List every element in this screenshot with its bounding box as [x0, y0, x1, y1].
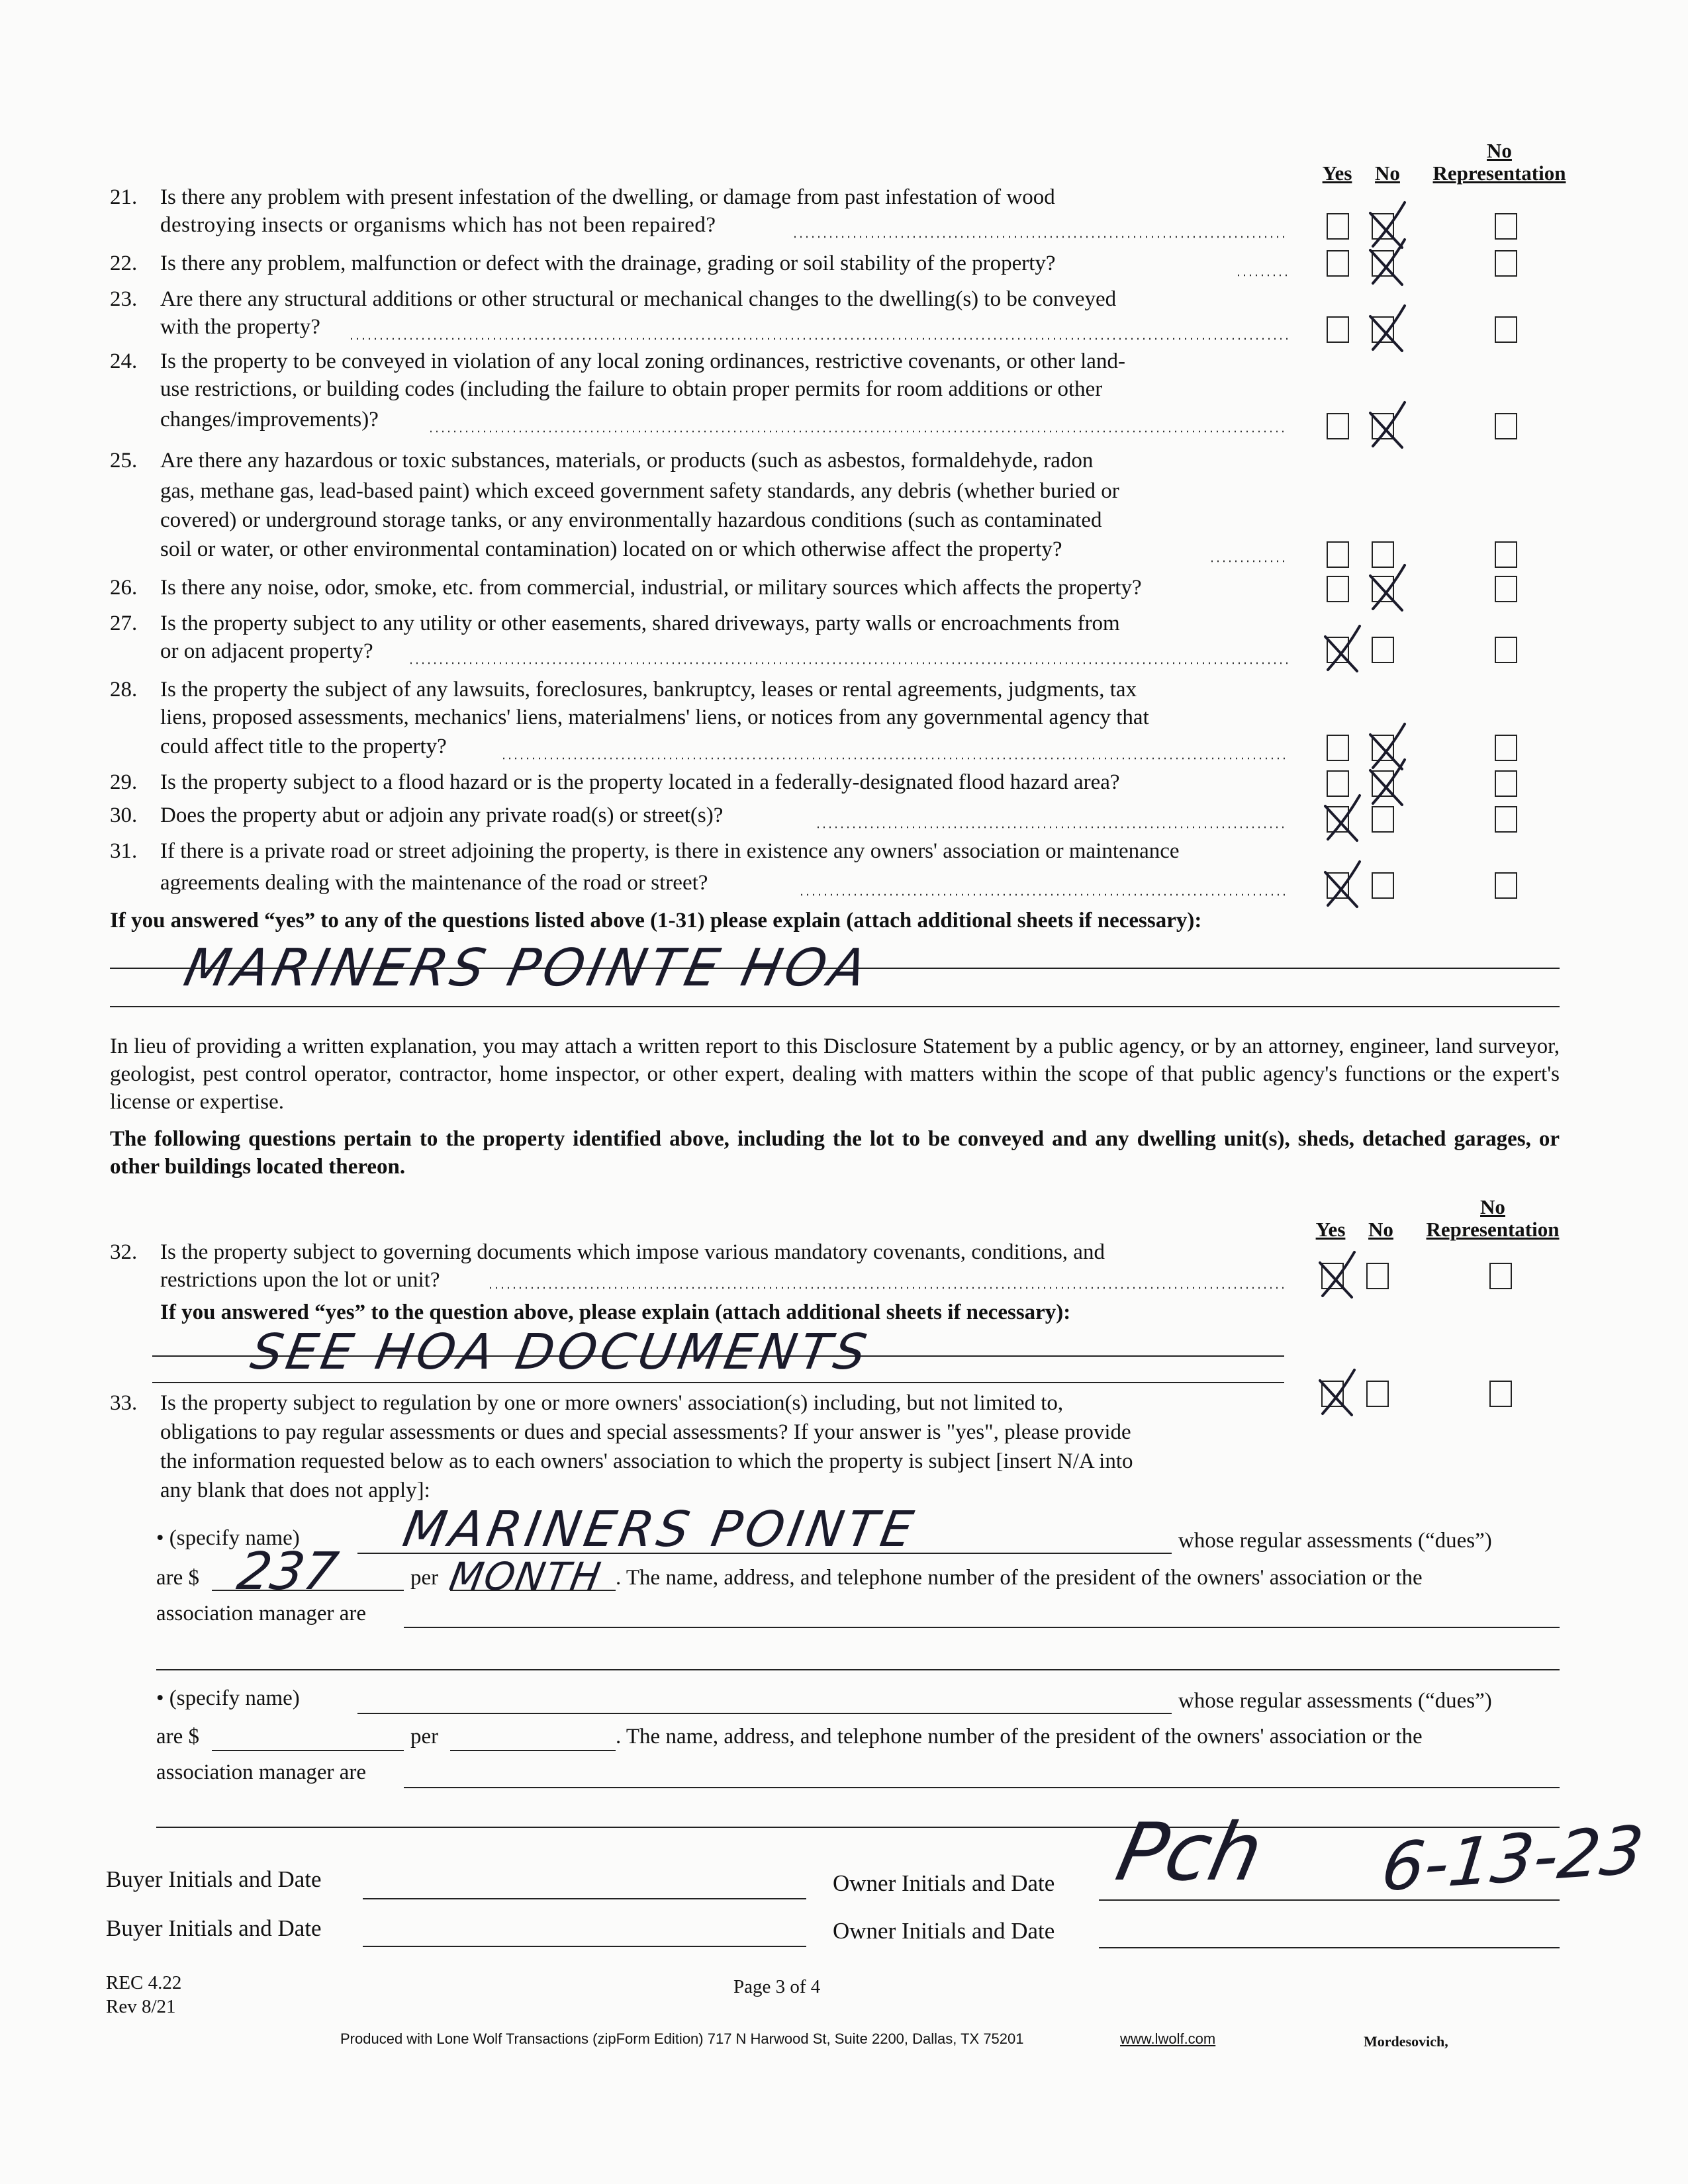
q28-no-checkbox[interactable] — [1372, 735, 1394, 761]
question-text-line2: liens, proposed assessments, mechanics' liens, materialmens' liens, or notices from any governmental agency that — [160, 705, 1149, 729]
q32-no-checkbox[interactable] — [1366, 1263, 1389, 1289]
question-text-line1: Is the property subject to any utility or other easements, shared driveways, party walls or encroachments from — [160, 612, 1120, 635]
question-text-line2: restrictions upon the lot or unit? — [160, 1268, 440, 1292]
question-text-line4: any blank that does not apply]: — [160, 1479, 430, 1502]
q28-yes-checkbox[interactable] — [1327, 735, 1349, 761]
q29-no-representation-checkbox[interactable] — [1495, 770, 1517, 797]
question-text-line2: or on adjacent property? — [160, 639, 373, 663]
q22-yes-checkbox[interactable] — [1327, 250, 1349, 277]
q27-no-representation-checkbox[interactable] — [1495, 637, 1517, 663]
assoc2-period-line — [450, 1750, 616, 1751]
assoc2-manager-line-2 — [156, 1827, 1560, 1828]
q21-no-representation-checkbox[interactable] — [1495, 213, 1517, 240]
q27-yes-checkbox[interactable] — [1327, 637, 1349, 663]
question-text-line2: destroying insects or organisms which has not been repaired? — [160, 213, 716, 237]
assoc2-whose-label: whose regular assessments (“dues”) — [1178, 1689, 1492, 1713]
q26-no-checkbox[interactable] — [1372, 576, 1394, 602]
page-number: Page 3 of 4 — [733, 1976, 821, 1997]
q23-no-checkbox[interactable] — [1372, 316, 1394, 343]
buyer-initials-label-1: Buyer Initials and Date — [106, 1866, 322, 1892]
q28-no-representation-checkbox[interactable] — [1495, 735, 1517, 761]
no-rep-header-line1: No — [1487, 139, 1512, 162]
assoc2-manager-line-1 — [404, 1787, 1560, 1788]
explain-1-31-handwritten: MARINERS POINTE HOA — [179, 938, 876, 998]
file-name: Mordesovich, — [1364, 2033, 1448, 2050]
question-text-line1: Is the property subject to a flood hazard or is the property located in a federally-designated flood hazard area? — [160, 770, 1120, 794]
assoc2-are-label: are $ — [156, 1725, 200, 1749]
question-number: 27. — [110, 612, 138, 635]
buyer-initials-line-2 — [363, 1946, 806, 1947]
question-text-line1: Is there any noise, odor, smoke, etc. from commercial, industrial, or military sources which affects the property? — [160, 576, 1142, 600]
assoc1-whose-label: whose regular assessments (“dues”) — [1178, 1529, 1492, 1553]
question-number: 28. — [110, 678, 138, 702]
q32-explain-line-1 — [152, 1355, 1284, 1357]
q30-no-checkbox[interactable] — [1372, 806, 1394, 833]
q33-no-representation-checkbox[interactable] — [1489, 1381, 1512, 1407]
assoc1-amount-line — [212, 1590, 404, 1591]
question-number: 21. — [110, 185, 138, 209]
question-text-line1: Is the property to be conveyed in violation of any local zoning ordinances, restrictive covenants, or other land- — [160, 349, 1125, 373]
question-text-line2: gas, methane gas, lead-based paint) which exceed government safety standards, any debris (whether buried or — [160, 479, 1119, 503]
no-rep-header-line1-b: No — [1480, 1195, 1505, 1218]
q24-yes-checkbox[interactable] — [1327, 413, 1349, 439]
q31-yes-checkbox[interactable] — [1327, 872, 1349, 899]
lieu-paragraph: In lieu of providing a written explanation, you may attach a written report to this Disclosure Statement by a public agency, or by an attorney, engineer, land surveyor, geologist, pest control operator, contractor, home inspector, or other expert, dealing with matters within the scope of that public agency's functions or the expert's license or expertise. — [110, 1034, 1560, 1114]
no-header: No — [1375, 161, 1400, 185]
question-text-line1: Is the property subject to governing documents which impose various mandatory covenants, conditions, and — [160, 1240, 1105, 1264]
q25-no-representation-checkbox[interactable] — [1495, 541, 1517, 568]
q32-explain-handwritten: SEE HOA DOCUMENTS — [246, 1324, 874, 1381]
assoc1-are-label: are $ — [156, 1566, 200, 1590]
question-text-line2: agreements dealing with the maintenance of the road or street? — [160, 871, 708, 895]
yes-header: Yes — [1322, 161, 1352, 185]
q26-yes-checkbox[interactable] — [1327, 576, 1349, 602]
question-text-line1: Are there any structural additions or other structural or mechanical changes to the dwelling(s) to be conveyed — [160, 287, 1117, 311]
owner-handwritten-date: 6-13-23 — [1378, 1811, 1648, 1907]
question-number: 26. — [110, 576, 138, 600]
q32-yes-checkbox[interactable] — [1321, 1263, 1344, 1289]
assoc2-name-sentence: . The name, address, and telephone number of the president of the owners' association or the — [616, 1725, 1423, 1749]
question-text-line3: changes/improvements)? — [160, 408, 379, 432]
q29-no-checkbox[interactable] — [1372, 770, 1394, 797]
q32-explain-line-2 — [152, 1382, 1284, 1383]
explain-line-1 — [110, 968, 1560, 969]
q21-yes-checkbox[interactable] — [1327, 213, 1349, 240]
question-text-line1: If there is a private road or street adjoining the property, is there in existence any owners' association or maintenance — [160, 839, 1180, 863]
form-rev: Rev 8/21 — [106, 1996, 176, 2017]
assoc2-manager-label: association manager are — [156, 1760, 367, 1784]
question-text-line2: obligations to pay regular assessments or dues and special assessments? If your answer is "yes", please provide — [160, 1420, 1131, 1444]
assoc1-period-line — [450, 1590, 616, 1591]
assoc1-name-sentence: . The name, address, and telephone number of the president of the owners' association or the — [616, 1566, 1423, 1590]
question-text-line1: Is there any problem with present infestation of the dwelling, or damage from past infestation of wood — [160, 185, 1055, 209]
q33-yes-checkbox[interactable] — [1321, 1381, 1344, 1407]
lwolf-link[interactable]: www.lwolf.com — [1120, 2030, 1216, 2047]
question-text-line3: the information requested below as to each owners' association to which the property is subject [insert N/A into — [160, 1449, 1133, 1473]
question-text-line3: covered) or underground storage tanks, or any environmentally hazardous conditions (such as contaminated — [160, 508, 1102, 532]
no-rep-header-line2-b: Representation — [1426, 1218, 1560, 1241]
question-number: 23. — [110, 287, 138, 311]
question-number: 31. — [110, 839, 138, 863]
following-paragraph: The following questions pertain to the property identified above, including the lot to be conveyed and any dwelling unit(s), sheds, detached garages, or other buildings located thereon. — [110, 1127, 1560, 1179]
question-text-line3: could affect title to the property? — [160, 735, 447, 758]
question-number: 22. — [110, 251, 138, 275]
question-text-line1: Is the property subject to regulation by one or more owners' association(s) including, but not limited to, — [160, 1391, 1064, 1415]
owner-initials-label-2: Owner Initials and Date — [833, 1918, 1055, 1944]
question-text-line1: Are there any hazardous or toxic substances, materials, or products (such as asbestos, formaldehyde, radon — [160, 449, 1094, 473]
question-text-line1: Is the property the subject of any lawsuits, foreclosures, bankruptcy, leases or rental agreements, judgments, tax — [160, 678, 1137, 702]
owner-initials-label-1: Owner Initials and Date — [833, 1870, 1055, 1896]
assoc1-manager-line-1 — [404, 1627, 1560, 1628]
no-rep-header-line2: Representation — [1432, 161, 1566, 185]
produced-with-note: Produced with Lone Wolf Transactions (zipForm Edition) 717 N Harwood St, Suite 2200, Dallas, TX 75201 — [340, 2030, 1024, 2047]
assoc2-name-line — [357, 1713, 1172, 1714]
assoc1-name-line — [357, 1553, 1172, 1554]
q32-no-representation-checkbox[interactable] — [1489, 1263, 1512, 1289]
no-header-b: No — [1368, 1218, 1393, 1241]
form-code: REC 4.22 — [106, 1972, 182, 1993]
assoc1-specify-label: • (specify name) — [156, 1526, 300, 1550]
q24-no-representation-checkbox[interactable] — [1495, 413, 1517, 439]
assoc1-per-label: per — [410, 1566, 439, 1590]
q31-no-checkbox[interactable] — [1372, 872, 1394, 899]
buyer-initials-line-1 — [363, 1898, 806, 1899]
question-number: 29. — [110, 770, 138, 794]
q31-no-representation-checkbox[interactable] — [1495, 872, 1517, 899]
q22-no-representation-checkbox[interactable] — [1495, 250, 1517, 277]
owner-initials-line-1 — [1099, 1899, 1560, 1901]
q25-yes-checkbox[interactable] — [1327, 541, 1349, 568]
assoc1-period-handwritten: MONTH — [446, 1554, 606, 1599]
q23-yes-checkbox[interactable] — [1327, 316, 1349, 343]
question-number: 30. — [110, 803, 138, 827]
question-number: 33. — [110, 1391, 138, 1415]
assoc2-per-label: per — [410, 1725, 439, 1749]
question-text-line1: Does the property abut or adjoin any private road(s) or street(s)? — [160, 803, 724, 827]
q33-no-checkbox[interactable] — [1366, 1381, 1389, 1407]
q21-no-checkbox[interactable] — [1372, 213, 1394, 240]
question-text-line2: use restrictions, or building codes (including the failure to obtain proper permits for room additions or other — [160, 377, 1103, 401]
assoc2-specify-label: • (specify name) — [156, 1686, 300, 1710]
q29-yes-checkbox[interactable] — [1327, 770, 1349, 797]
yes-header-b: Yes — [1315, 1218, 1346, 1241]
question-text-line2: with the property? — [160, 315, 320, 339]
assoc1-name-handwritten: MARINERS POINTE — [399, 1501, 921, 1558]
question-text-line4: soil or water, or other environmental contamination) located on or which otherwise affect the property? — [160, 537, 1062, 561]
buyer-initials-label-2: Buyer Initials and Date — [106, 1915, 322, 1941]
q22-no-checkbox[interactable] — [1372, 250, 1394, 277]
assoc1-manager-line-2 — [156, 1669, 1560, 1670]
question-number: 32. — [110, 1240, 138, 1264]
q25-no-checkbox[interactable] — [1372, 541, 1394, 568]
q30-yes-checkbox[interactable] — [1327, 806, 1349, 833]
assoc2-amount-line — [212, 1750, 404, 1751]
assoc1-manager-label: association manager are — [156, 1602, 367, 1625]
owner-handwritten-initials: Pch — [1109, 1807, 1271, 1899]
explain-line-2 — [110, 1006, 1560, 1007]
q24-no-checkbox[interactable] — [1372, 413, 1394, 439]
q30-no-representation-checkbox[interactable] — [1495, 806, 1517, 833]
q26-no-representation-checkbox[interactable] — [1495, 576, 1517, 602]
assoc1-amount-handwritten: 237 — [233, 1542, 342, 1602]
q27-no-checkbox[interactable] — [1372, 637, 1394, 663]
q32-explain-prompt: If you answered “yes” to the question above, please explain (attach additional sheets if necessary): — [160, 1300, 1071, 1324]
question-text-line1: Is there any problem, malfunction or defect with the drainage, grading or soil stability of the property? — [160, 251, 1056, 275]
owner-initials-line-2 — [1099, 1947, 1560, 1948]
q23-no-representation-checkbox[interactable] — [1495, 316, 1517, 343]
question-number: 25. — [110, 449, 138, 473]
question-number: 24. — [110, 349, 138, 373]
explain-1-31-prompt: If you answered “yes” to any of the questions listed above (1-31) please explain (attach additional sheets if necessary): — [110, 909, 1202, 933]
